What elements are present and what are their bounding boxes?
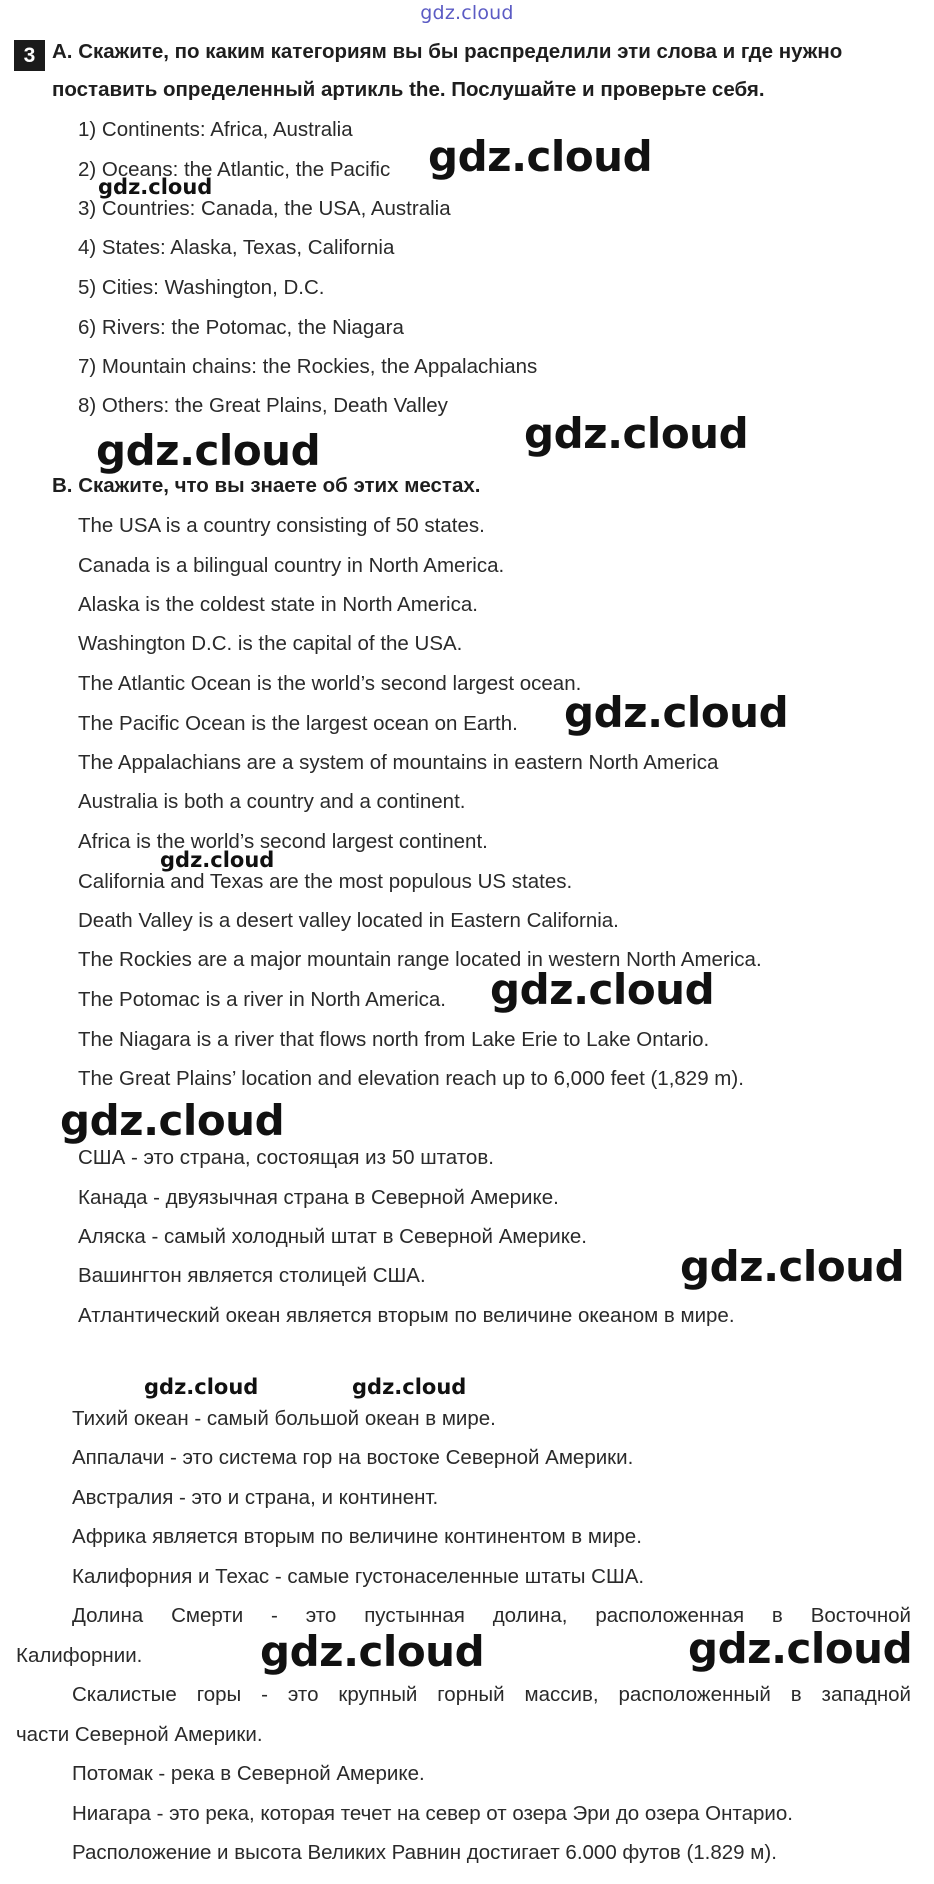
english-fact-line: The Atlantic Ocean is the world’s second largest ocean. [78,672,582,695]
russian-fact-line: Ниагара - это река, которая течет на север от озера Эри до озера Онтарио. [72,1802,793,1825]
english-fact-line: The Great Plains’ location and elevation reach up to 6,000 feet (1,829 m). [78,1067,744,1090]
english-fact-line: The Potomac is a river in North America. [78,988,446,1011]
watermark: gdz.cloud [428,132,653,181]
russian-fact-line: Расположение и высота Великих Равнин достигает 6.000 футов (1.829 м). [72,1841,777,1864]
watermark: gdz.cloud [60,1096,285,1145]
russian-fact-line: Калифорния и Техас - самые густонаселенные штаты США. [72,1565,645,1588]
russian-fact-line: Австралия - это и страна, и континент. [72,1486,439,1509]
category-item: 3) Countries: Canada, the USA, Australia [78,197,451,220]
russian-fact-line: Атлантический океан является вторым по величине океаном в мире. [78,1304,735,1327]
english-fact-line: The Niagara is a river that flows north from Lake Erie to Lake Ontario. [78,1028,710,1051]
russian-fact-line: Тихий океан - самый большой океан в мире. [72,1407,496,1430]
english-fact-line: Australia is both a country and a continent. [78,790,466,813]
watermark: gdz.cloud [96,426,321,475]
watermark: gdz.cloud [564,688,789,737]
english-fact-line: Canada is a bilingual country in North America. [78,554,505,577]
russian-fact-line: Потомак - река в Северной Америке. [72,1762,425,1785]
english-fact-line: The USA is a country consisting of 50 states. [78,514,485,537]
russian-fact-line: Канада - двуязычная страна в Северной Америке. [78,1186,559,1209]
russian-fact-line: Вашингтон является столицей США. [78,1264,426,1287]
watermark: gdz.cloud [144,1375,259,1399]
watermark: gdz.cloud [490,965,715,1014]
category-item: 5) Cities: Washington, D.C. [78,276,325,299]
category-item: 7) Mountain chains: the Rockies, the Appalachians [78,355,538,378]
english-fact-line: The Rockies are a major mountain range located in western North America. [78,948,762,971]
category-item: 2) Oceans: the Atlantic, the Pacific [78,158,391,181]
english-fact-line: Africa is the world’s second largest continent. [78,830,488,853]
death-valley-line1: Долина Смерти - это пустынная долина, расположенная в Восточной [72,1604,911,1627]
russian-fact-line: Аппалачи - это система гор на востоке Северной Америки. [72,1446,634,1469]
rockies-line1: Скалистые горы - это крупный горный массив, расположенный в западной [72,1683,911,1706]
category-item: 1) Continents: Africa, Australia [78,118,353,141]
section-a-heading-line2: поставить определенный артикль the. Послушайте и проверьте себя. [52,78,765,101]
english-fact-line: Washington D.C. is the capital of the USA. [78,632,463,655]
watermark: gdz.cloud [524,409,749,458]
category-item: 4) States: Alaska, Texas, California [78,236,395,259]
watermark: gdz.cloud [98,175,213,199]
watermark: gdz.cloud [260,1627,485,1676]
watermark: gdz.cloud [352,1375,467,1399]
exercise-number-badge: 3 [14,40,45,71]
section-b-heading: B. Скажите, что вы знаете об этих местах. [52,474,481,497]
english-fact-line: California and Texas are the most populous US states. [78,870,573,893]
english-fact-line: The Appalachians are a system of mountains in eastern North America [78,751,719,774]
english-fact-line: Alaska is the coldest state in North America. [78,593,478,616]
category-item: 8) Others: the Great Plains, Death Valley [78,394,448,417]
english-fact-line: The Pacific Ocean is the largest ocean on Earth. [78,712,518,735]
death-valley-line2: Калифорнии. [16,1644,143,1667]
watermark: gdz.cloud [680,1242,905,1291]
top-watermark: gdz.cloud [420,2,514,24]
category-item: 6) Rivers: the Potomac, the Niagara [78,316,404,339]
rockies-line2: части Северной Америки. [16,1723,263,1746]
russian-fact-line: США - это страна, состоящая из 50 штатов. [78,1146,494,1169]
russian-fact-line: Аляска - самый холодный штат в Северной Америке. [78,1225,588,1248]
watermark: gdz.cloud [160,848,275,872]
section-a-heading-line1: A. Скажите, по каким категориям вы бы распределили эти слова и где нужно [52,40,843,63]
english-fact-line: Death Valley is a desert valley located in Eastern California. [78,909,619,932]
russian-fact-line: Африка является вторым по величине континентом в мире. [72,1525,642,1548]
watermark: gdz.cloud [688,1624,913,1673]
